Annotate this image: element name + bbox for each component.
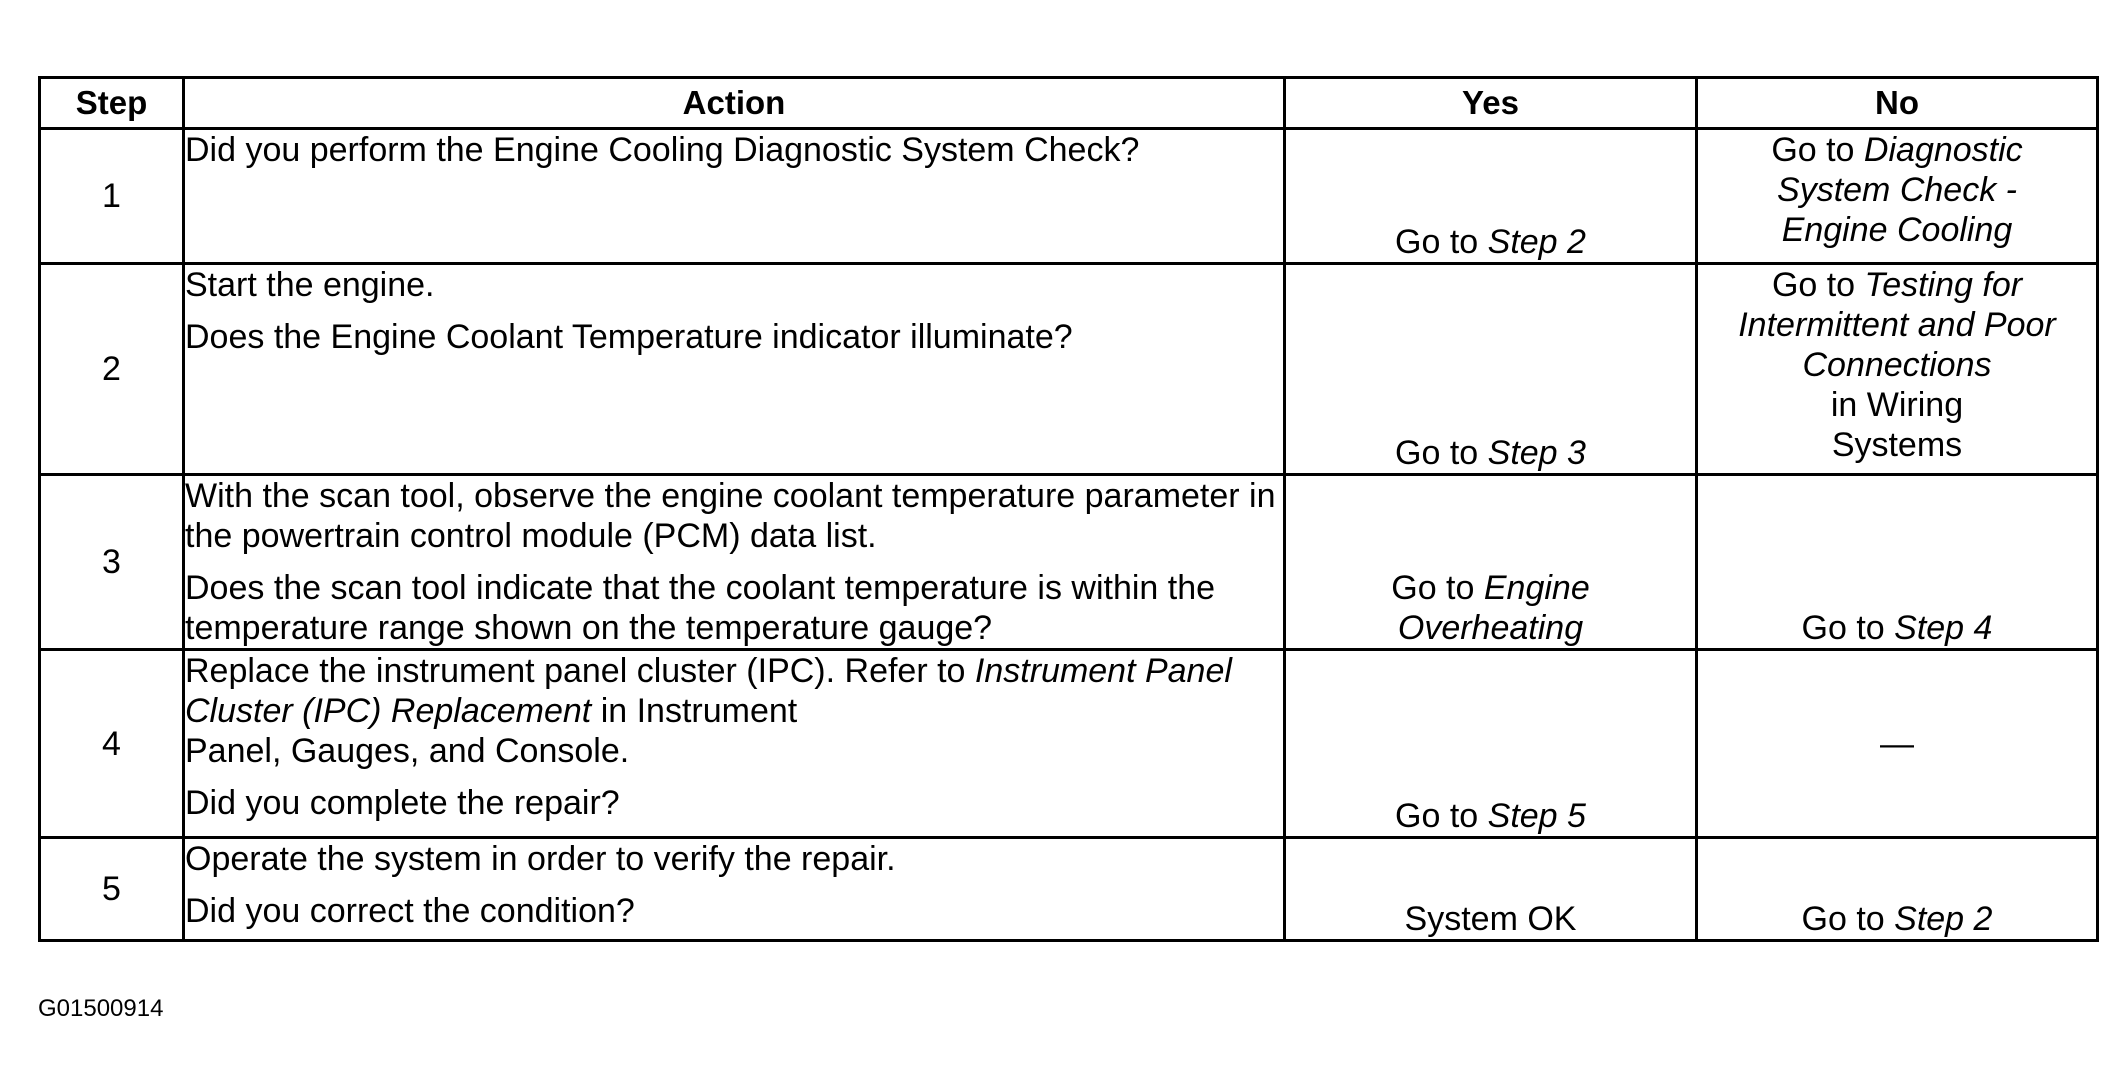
action-text: Did you perform the Engine Cooling Diagnostic System Check? [185, 131, 1140, 169]
step-number: 2 [40, 264, 184, 475]
yes-cell [1285, 264, 1697, 475]
action-text-part: Replace the instrument panel cluster (IPC). Refer to [185, 652, 975, 690]
figure-id: G01500914 [38, 995, 164, 1022]
no-link-part[interactable]: Intermittent and Poor [1738, 306, 2056, 344]
no-prefix: Go to [1771, 266, 1865, 304]
no-link-part[interactable]: Diagnostic [1863, 131, 2023, 169]
no-dash: — [1880, 724, 1914, 763]
action-cell [184, 264, 1285, 475]
no-link-part[interactable]: System Check - [1777, 171, 2017, 209]
no-link[interactable]: Step 4 [1894, 609, 1993, 647]
yes-prefix: Go to [1395, 223, 1488, 261]
action-text-part: in Instrument [591, 692, 798, 730]
yes-result: System OK [1404, 900, 1577, 938]
action-cell [184, 129, 1285, 264]
table-row [40, 129, 2098, 264]
table-row [40, 838, 2098, 941]
header-step: Step [40, 78, 184, 129]
step-number: 1 [40, 129, 184, 264]
step-number: 3 [40, 475, 184, 650]
yes-cell [1285, 838, 1697, 941]
diagnostic-table [38, 76, 2099, 942]
action-text-part: Panel, Gauges, and Console. [185, 732, 630, 770]
no-plain-text: in Wiring [1830, 386, 1964, 424]
action-cell [184, 475, 1285, 650]
action-cell [184, 838, 1285, 941]
yes-cell [1285, 129, 1697, 264]
header-action: Action [184, 78, 1285, 129]
no-cell [1697, 129, 2098, 264]
no-link[interactable]: Step 2 [1894, 900, 1993, 938]
yes-cell [1285, 650, 1697, 838]
yes-link[interactable]: Step 2 [1487, 223, 1586, 261]
action-question: Does the Engine Coolant Temperature indicator illuminate? [185, 318, 1073, 356]
no-cell [1697, 475, 2098, 650]
no-cell [1697, 838, 2098, 941]
no-cell [1697, 264, 2098, 475]
no-link-part[interactable]: Engine Cooling [1781, 211, 2013, 249]
action-question: Did you complete the repair? [185, 784, 620, 822]
no-prefix: Go to [1801, 609, 1895, 647]
no-cell [1697, 650, 2098, 838]
table-row [40, 264, 2098, 475]
no-link-part[interactable]: Testing for [1864, 266, 2023, 304]
no-plain-text: Systems [1831, 426, 1963, 464]
action-text: Operate the system in order to verify the repair. [185, 840, 896, 878]
action-reference-link[interactable]: Instrument Panel Cluster (IPC) Replacement [185, 652, 1232, 730]
yes-prefix: Go to [1395, 434, 1488, 472]
yes-prefix: Go to [1391, 569, 1484, 607]
step-number: 5 [40, 838, 184, 941]
action-question: Did you correct the condition? [185, 892, 635, 930]
action-text: Start the engine. [185, 266, 435, 304]
yes-link[interactable]: Step 3 [1487, 434, 1586, 472]
yes-cell [1285, 475, 1697, 650]
yes-link[interactable]: Step 5 [1487, 797, 1586, 835]
diagnostic-table-container [38, 76, 2096, 942]
action-text: With the scan tool, observe the engine coolant temperature parameter in the powertrain control module (PCM) data list. [185, 477, 1276, 555]
header-yes: Yes [1285, 78, 1697, 129]
action-text [185, 651, 1283, 771]
action-question: Does the scan tool indicate that the coolant temperature is within the temperature range shown on the temperature gauge? [185, 569, 1216, 647]
yes-link-part[interactable]: Overheating [1397, 609, 1584, 647]
no-prefix: Go to [1801, 900, 1895, 938]
table-header-row [40, 78, 2098, 129]
no-prefix: Go to [1771, 131, 1864, 169]
table-row [40, 650, 2098, 838]
header-no: No [1697, 78, 2098, 129]
yes-link-part[interactable]: Engine [1483, 569, 1590, 607]
table-row [40, 475, 2098, 650]
yes-prefix: Go to [1395, 797, 1488, 835]
step-number: 4 [40, 650, 184, 838]
no-link-part[interactable]: Connections [1802, 346, 1992, 384]
action-cell [184, 650, 1285, 838]
